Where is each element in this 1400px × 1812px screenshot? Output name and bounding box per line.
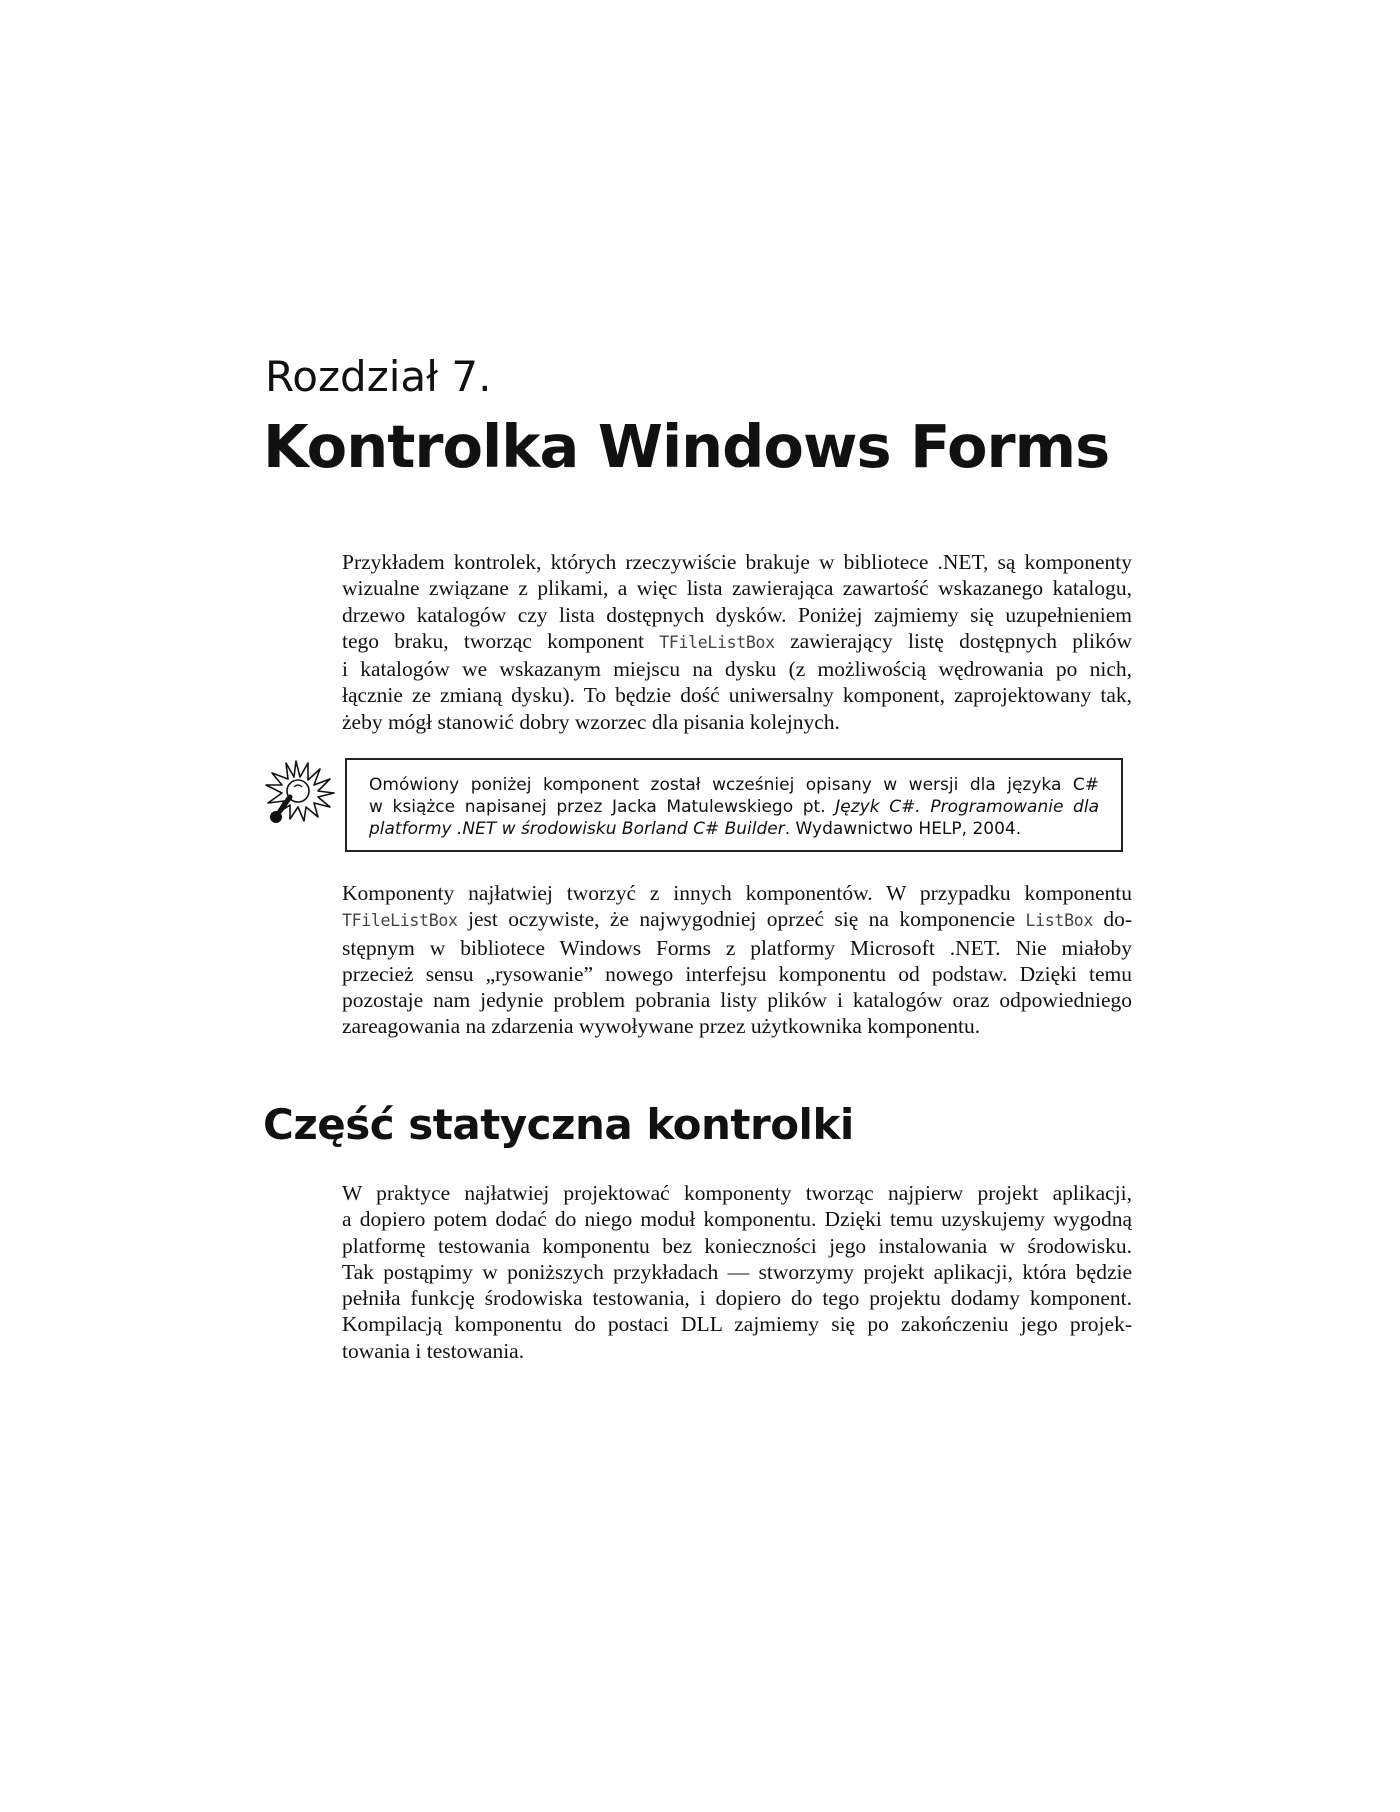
text-line: platformę testowania komponentu bez konieczności jego instalowania w środowisku. [342,1233,1132,1258]
text-line: stępnym w bibliotece Windows Forms z platformy Microsoft .NET. Nie miałoby [342,935,1132,960]
text-line: pełniła funkcję środowiska testowania, i dopiero do tego projektu dodamy komponent. [342,1286,1132,1311]
second-paragraph [342,880,1132,1040]
text-line: i katalogów we wskazanym miejscu na dysku (z możliwością wędrowania po nich, [342,657,1132,682]
note-fragment: w książce napisanej przez Jacka Matulewskiego pt. [369,797,836,817]
text-fragment: zawierający listę dostępnych plików [774,628,1133,653]
code-identifier: TFileListBox [342,911,458,931]
text-line: żeby mógł stanowić dobry wzorzec dla pisania kolejnych. [342,709,840,734]
text-line: pozostaje nam jedynie problem pobrania listy plików i katalogów oraz odpowiedniego [342,988,1132,1013]
text-line: drzewo katalogów czy lista dostępnych dysków. Poniżej zajmiemy się uzupełnieniem [342,602,1132,627]
third-paragraph [342,1180,1132,1364]
text-line: W praktyce najłatwiej projektować komponenty tworząc najpierw projekt aplikacji, [342,1181,1132,1205]
text-fragment: tego braku, tworząc komponent [342,628,660,653]
chapter-number: Rozdział 7. [265,352,492,401]
text-fragment: jest oczywiste, że najwygodniej oprzeć się na komponencie [457,907,1026,932]
chapter-title: Kontrolka Windows Forms [263,412,1110,481]
note-box [345,758,1123,852]
text-line: a dopiero potem dodać do niego moduł komponentu. Dzięki temu uzyskujemy wygodną [342,1207,1132,1232]
note-fragment: . Wydawnictwo HELP, 2004. [784,819,1022,839]
text-line: zareagowania na zdarzenia wywoływane przez użytkownika komponentu. [342,1014,981,1039]
text-line: Kompilacją komponentu do postaci DLL zajmiemy się po zakończeniu jego projek- [342,1312,1132,1337]
note-line [369,796,1099,818]
text-line: towania i testowania. [342,1338,525,1363]
text-line: wizualne związane z plikami, a więc lista zawierająca zawartość wskazanego katalogu, [342,576,1132,601]
section-heading: Część statyczna kontrolki [263,1100,854,1149]
text-line: przecież sensu „rysowanie” nowego interfejsu komponentu od podstaw. Dzięki temu [342,961,1132,986]
text-line: Przykładem kontrolek, których rzeczywiście brakuje w bibliotece .NET, są komponenty [342,550,1132,574]
intro-paragraph [342,549,1132,735]
lightbulb-tip-icon [256,755,336,835]
code-identifier: ListBox [1025,911,1093,931]
text-fragment: do- [1092,907,1132,932]
book-title: platformy .NET w środowisku Borland C# Builder [369,819,785,839]
text-line: Komponenty najłatwiej tworzyć z innych komponentów. W przypadku komponentu [342,881,1132,905]
text-line: łącznie ze zmianą dysku). To będzie dość uniwersalny komponent, zaprojektowany tak, [342,683,1132,708]
text-line [342,628,1132,656]
note-line: Omówiony poniżej komponent został wcześniej opisany w wersji dla języka C# [369,775,1099,795]
book-title: Język C#. Programowanie dla [835,797,1099,817]
text-line [342,906,1132,934]
note-line [369,818,1099,840]
code-identifier: TFileListBox [659,632,775,652]
text-line: Tak postąpimy w poniższych przykładach — stworzymy projekt aplikacji, która będzie [342,1259,1132,1284]
